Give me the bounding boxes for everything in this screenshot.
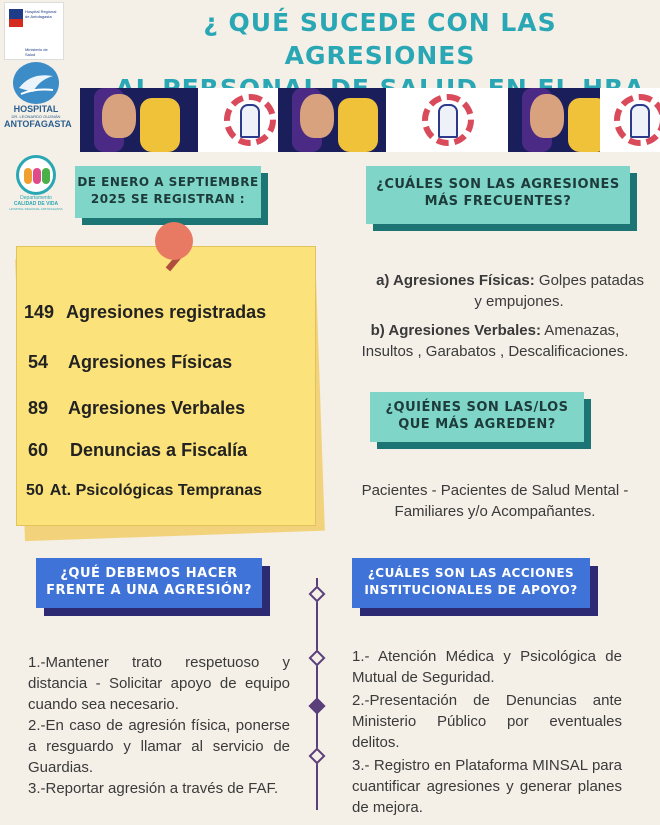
stat-label: Agresiones Físicas [68, 352, 233, 372]
period-line-1: DE ENERO A SEPTIEMBRE [77, 175, 259, 189]
frequent-heading-2: MÁS FRECUENTES? [424, 194, 572, 209]
title-line-1: ¿ QUÉ SUCEDE CON LAS AGRESIONES [203, 8, 557, 70]
calidad-dept: Departamento [20, 195, 52, 201]
divider-ornament-icon [309, 698, 326, 715]
physical-label: a) Agresiones Físicas: [376, 272, 535, 289]
what-to-do-heading-1: ¿QUÉ DEBEMOS HACER [60, 566, 238, 581]
what-to-do-heading [36, 558, 262, 608]
what-to-do-item: 1.-Mantener trato respetuoso y distancia - Solicitar apoyo de equipo cuando sea necesario. [28, 654, 290, 713]
what-to-do-list [28, 652, 290, 799]
stat-label: At. Psicológicas Tempranas [49, 482, 263, 499]
doctor-illustration [198, 88, 278, 152]
actions-item: 3.- Registro en Plataforma MINSAL para cuantificar agresiones y generar planes de mejora. [352, 757, 622, 816]
divider-ornament-icon [309, 748, 326, 765]
divider-ornament-icon [309, 650, 326, 667]
verbal-label: b) Agresiones Verbales: [370, 322, 541, 339]
what-to-do-item: 2.-En caso de agresión física, ponerse a resguardo y llamar al servicio de Guardias. [28, 717, 290, 776]
physical-text-2: y empujones. [474, 293, 564, 310]
stat-number: 60 [28, 440, 49, 460]
nurse-illustration [508, 88, 600, 152]
who-heading-1: ¿QUIÉNES SON LAS/LOS [385, 400, 569, 415]
verbal-text-2: Insultos , Garabatos , Descalificaciones. [361, 343, 629, 360]
gob-text-1: Hospital Regional [25, 9, 57, 14]
stat-psychological [26, 482, 262, 500]
hospital-subtitle: DR. LEONARDO GUZMÁN [11, 114, 61, 119]
actions-list [352, 646, 622, 818]
period-heading [75, 166, 261, 218]
nurse-illustration [278, 88, 386, 152]
physical-text-1: Golpes patadas [534, 272, 644, 289]
flag-red-icon [9, 19, 23, 27]
hospital-name: HOSPITAL [13, 104, 59, 114]
what-to-do-item: 3.-Reportar agresión a través de FAF. [28, 780, 279, 797]
gob-text-3: Ministerio de [25, 47, 48, 52]
who-text [336, 480, 654, 522]
divider-ornament-icon [309, 586, 326, 603]
illustration-banner [80, 88, 660, 152]
hospital-logo [4, 62, 72, 152]
verbal-text-1: Amenazas, [540, 322, 620, 339]
vertical-divider [316, 578, 318, 810]
actions-item: 1.- Atención Médica y Psicológica de Mutual de Seguridad. [352, 648, 622, 686]
people-icon [16, 155, 56, 195]
stat-complaints [28, 440, 247, 461]
frequent-physical [344, 270, 644, 312]
government-logo [4, 2, 64, 60]
pushpin-icon [155, 222, 193, 260]
calidad-name: CALIDAD DE VIDA [13, 201, 59, 207]
who-text-1: Pacientes - Pacientes de Salud Mental - [361, 482, 629, 499]
frequent-heading-1: ¿CUÁLES SON LAS AGRESIONES [376, 177, 620, 192]
stat-total [24, 302, 266, 323]
calidad-sub: HOSPITAL REGIONAL ANTOFAGASTA [9, 207, 63, 211]
actions-heading [352, 558, 590, 608]
flag-blue-icon [9, 9, 23, 19]
stat-number: 89 [28, 398, 49, 418]
stat-verbal [28, 398, 245, 419]
stat-label: Agresiones registradas [66, 302, 267, 322]
hospital-city: ANTOFAGASTA [4, 119, 72, 129]
who-heading [370, 392, 584, 442]
stat-label: Agresiones Verbales [68, 398, 246, 418]
actions-item: 2.-Presentación de Denuncias ante Ministerio Público por eventuales delitos. [352, 692, 622, 751]
actions-heading-2: INSTITUCIONALES DE APOYO? [364, 583, 578, 597]
stat-physical [28, 352, 232, 373]
frequent-heading [366, 166, 630, 224]
gob-text-4: Salud [25, 52, 36, 57]
period-line-2: 2025 SE REGISTRAN : [90, 192, 246, 206]
gob-text-2: de Antofagasta [25, 14, 52, 19]
calidad-de-vida-logo [4, 155, 68, 215]
doctor-illustration [386, 88, 508, 152]
actions-heading-1: ¿CUÁLES SON LAS ACCIONES [367, 566, 575, 580]
nurse-illustration [80, 88, 198, 152]
stat-number: 50 [26, 482, 44, 499]
what-to-do-heading-2: FRENTE A UNA AGRESIÓN? [46, 583, 252, 598]
stat-number: 149 [24, 302, 55, 322]
stat-label: Denuncias a Fiscalía [70, 440, 248, 460]
stat-number: 54 [28, 352, 49, 372]
hospital-emblem-icon [13, 62, 59, 104]
doctor-illustration [600, 88, 660, 152]
who-text-2: Familiares y/o Acompañantes. [394, 503, 596, 520]
who-heading-2: QUE MÁS AGREDEN? [398, 417, 556, 432]
frequent-verbal [340, 320, 650, 362]
